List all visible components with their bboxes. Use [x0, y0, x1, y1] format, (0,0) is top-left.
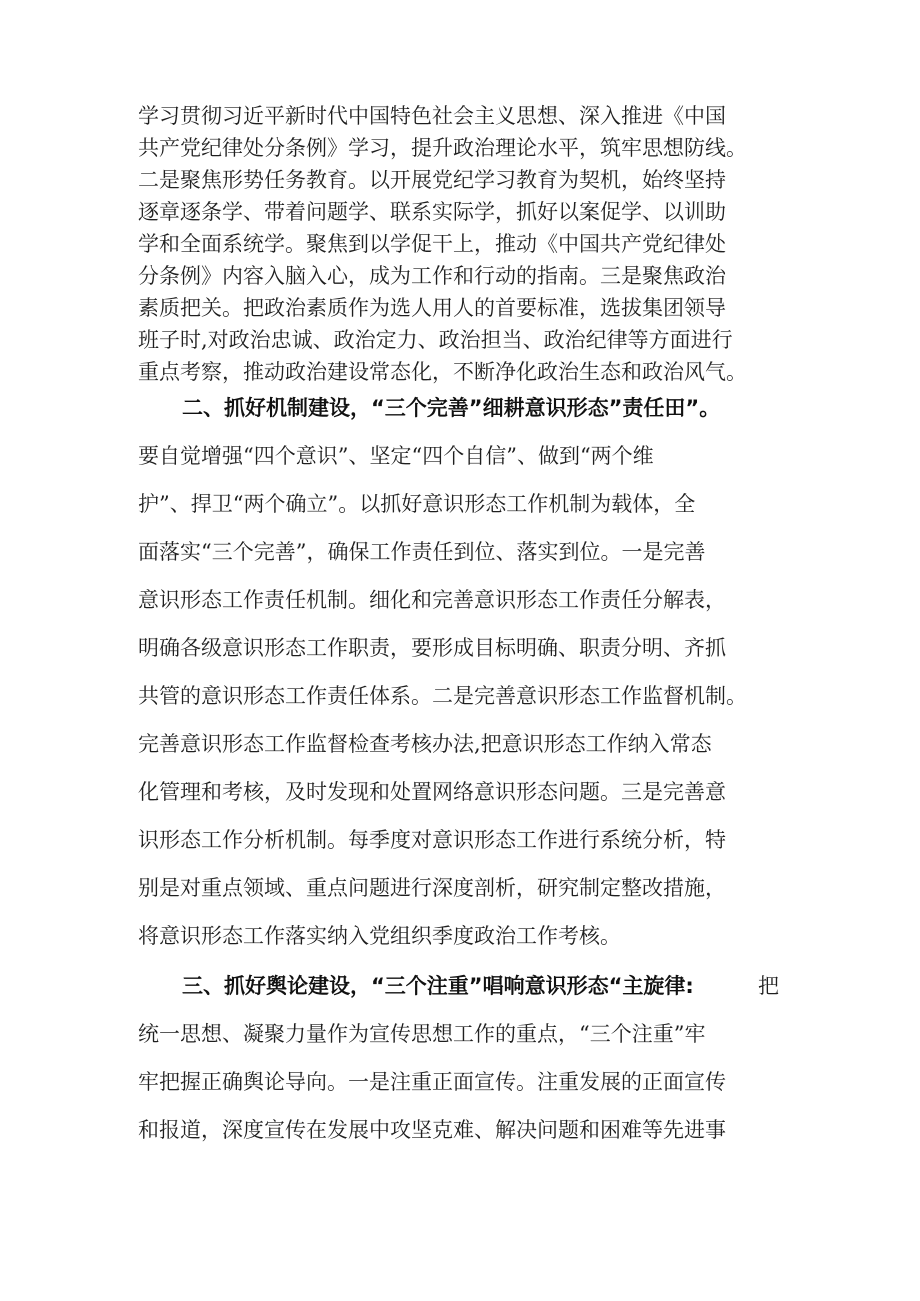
paragraph-line: 化管理和考核，及时发现和处置网络意识形态问题。三是完善意 [138, 780, 726, 804]
section-heading: 三、抓好舆论建设，“三个注重”唱响意识形态“主旋律: [182, 974, 694, 998]
paragraph-line: 明确各级意识形态工作职责，要形成目标明确、职责分明、齐抓 [138, 636, 726, 660]
paragraph-line: 护”、捍卫“两个确立”。以抓好意识形态工作机制为载体，全 [138, 492, 696, 516]
section-heading: 二、抓好机制建设，“三个完善”细耕意识形态”责任田”。 [182, 396, 721, 420]
paragraph-line: 学习贯彻习近平新时代中国特色社会主义思想、深入推进《中国 [138, 104, 726, 128]
paragraph-line: 和报道，深度宣传在发展中攻坚克难、解决问题和困难等先进事 [138, 1118, 726, 1142]
paragraph-line: 统一思想、凝聚力量作为宣传思想工作的重点，“三个注重”牢 [138, 1022, 706, 1046]
paragraph-line: 班子时,对政治忠诚、政治定力、政治担当、政治纪律等方面进行 [138, 328, 733, 352]
paragraph-line: 分条例》内容入脑入心，成为工作和行动的指南。三是聚焦政治 [138, 264, 726, 288]
paragraph-line: 意识形态工作责任机制。细化和完善意识形态工作责任分解表， [138, 588, 726, 612]
paragraph-line: 共产党纪律处分条例》学习，提升政治理论水平，筑牢思想防线。 [138, 136, 747, 160]
paragraph-line: 识形态工作分析机制。每季度对意识形态工作进行系统分析，特 [138, 828, 726, 852]
paragraph-line: 把 [758, 974, 779, 998]
paragraph-line: 逐章逐条学、带着问题学、联系实际学，抓好以案促学、以训助 [138, 200, 726, 224]
paragraph-line: 别是对重点领域、重点问题进行深度剖析，研究制定整改措施， [138, 876, 726, 900]
paragraph-line: 面落实“三个完善”，确保工作责任到位、落实到位。一是完善 [138, 540, 706, 564]
paragraph-line: 将意识形态工作落实纳入党组织季度政治工作考核。 [138, 924, 621, 948]
paragraph-line: 完善意识形态工作监督检查考核办法,把意识形态工作纳入常态 [138, 732, 712, 756]
paragraph-line: 共管的意识形态工作责任体系。二是完善意识形态工作监督机制。 [138, 684, 747, 708]
paragraph-line: 牢把握正确舆论导向。一是注重正面宣传。注重发展的正面宣传 [138, 1070, 726, 1094]
paragraph-line: 二是聚焦形势任务教育。以开展党纪学习教育为契机，始终坚持 [138, 168, 726, 192]
paragraph-line: 重点考察，推动政治建设常态化，不断净化政治生态和政治风气。 [138, 360, 747, 384]
paragraph-line: 学和全面系统学。聚焦到以学促干上，推动《中国共产党纪律处 [138, 232, 726, 256]
paragraph-line: 素质把关。把政治素质作为选人用人的首要标准，选拔集团领导 [138, 296, 726, 320]
paragraph-line: 要自觉增强“四个意识”、坚定“四个自信”、做到“两个维 [138, 444, 654, 468]
